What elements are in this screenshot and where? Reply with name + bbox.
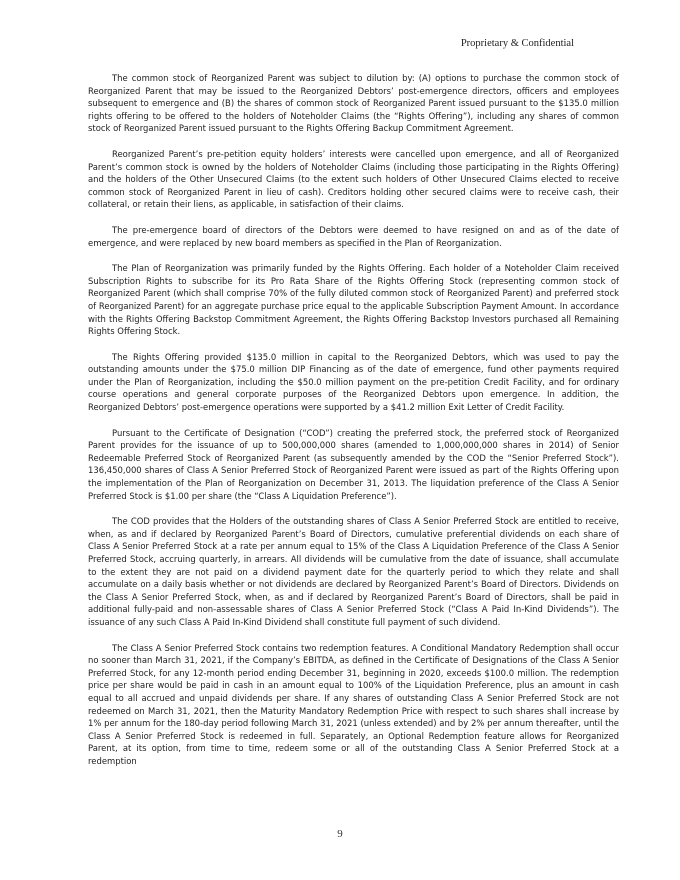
paragraph-equity-cancellation: Reorganized Parent’s pre-petition equity holders’ interests were cancelled upon emergence, and all of Reorganized Parent’s common stock is owned by the holders of Noteholder Claims (including those participating in the Rights Offering) and the holders of the Other Unsecured Claims (to the extent such holders of Other Unsecured Claims elected to receive common stock of Reorganized Parent in lieu of cash). Creditors holding other secured claims were to receive cash, their collateral, or retain their liens, as applicable, in satisfaction of their claims. bbox=[88, 148, 619, 210]
paragraph-rights-offering-capital: The Rights Offering provided $135.0 million in capital to the Reorganized Debtors, which was used to pay the outstanding amounts under the $75.0 million DIP Financing as of the date of emergence, fund other payments required under the Plan of Reorganization, including the $50.0 million payment on the pre-petition Credit Facility, and for ordinary course operations and general corporate purposes of the Reorganized Debtors upon emergence. In addition, the Reorganized Debtors’ post-emergence operations were supported by a $41.2 million Exit Letter of Credit Facility. bbox=[88, 351, 619, 413]
paragraph-dividends: The COD provides that the Holders of the outstanding shares of Class A Senior Preferred Stock are entitled to receive, when, as and if declared by Reorganized Parent’s Board of Directors, cumulative preferential dividends on each share of Class A Senior Preferred Stock at a rate per annum equal to 15% of the Class A Liquidation Preference of the Class A Senior Preferred Stock, accruing quarterly, in arrears. All dividends will be cumulative from the date of issuance, shall accumulate to the extent they are not paid on a dividend payment date for the quarterly period to which they relate and shall accumulate on a daily basis whether or not dividends are declared by Reorganized Parent’s Board of Directors. Dividends on the Class A Senior Preferred Stock, when, as and if declared by Reorganized Parent’s Board of Directors, shall be paid in additional fully-paid and non-assessable shares of Class A Senior Preferred Stock (“Class A Paid In-Kind Dividends”). The issuance of any such Class A Paid In-Kind Dividend shall constitute full payment of such dividend. bbox=[88, 516, 619, 627]
paragraph-dilution: The common stock of Reorganized Parent was subject to dilution by: (A) options to purchase the common stock of Reorganized Parent that may be issued to the Reorganized Debtors’ post-emergence directors, officers and employees subsequent to emergence and (B) the shares of common stock of Reorganized Parent issued pursuant to the $135.0 million rights offering to be offered to the holders of Noteholder Claims (the “Rights Offering”), including any shares of common stock of Reorganized Parent issued pursuant to the Rights Offering Backup Commitment Agreement. bbox=[88, 73, 619, 134]
paragraph-redemption-features: The Class A Senior Preferred Stock contains two redemption features. A Conditional Mandatory Redemption shall occur no sooner than March 31, 2021, if the Company’s EBITDA, as defined in the Certificate of Designations of the Class A Senior Preferred Stock, for any 12-month period ending December 31, beginning in 2020, exceeds $100.0 million. The redemption price per share would be paid in cash in an amount equal to 100% of the Liquidation Preference, plus an amount in cash equal to all accrued and unpaid dividends per share. If any shares of outstanding Class A Senior Preferred Stock are not redeemed on March 31, 2021, then the Maturity Mandatory Redemption Price with respect to such shares shall increase by 1% per annum for the 180-day period following March 31, 2021 (unless extended) and by 2% per annum thereafter, until the Class A Senior Preferred Stock is redeemed in full. Separately, an Optional Redemption feature allows for Reorganized Parent, at its option, from time to time, redeem some or all of the outstanding Class A Senior Preferred Stock at a redemption bbox=[88, 642, 619, 766]
page-number: 9 bbox=[337, 828, 343, 840]
paragraph-certificate-of-designation: Pursuant to the Certificate of Designation (“COD”) creating the preferred stock, the preferred stock of Reorganized Parent provides for the issuance of up to 500,000,000 shares (amended to 1,000,000,000 shares in 2014) of Senior Redeemable Preferred Stock of Reorganized Parent (as subsequently amended by the COD the “Senior Preferred Stock”). 136,450,000 shares of Class A Senior Preferred Stock of Reorganized Parent were issued as part of the Rights Offering upon the implementation of the Plan of Reorganization on December 31, 2013. The liquidation preference of the Class A Senior Preferred Stock is $1.00 per share (the “Class A Liquidation Preference”). bbox=[88, 427, 619, 501]
document-body bbox=[88, 72, 619, 781]
paragraph-board-resignation: The pre-emergence board of directors of the Debtors were deemed to have resigned on and as of the date of emergence, and were replaced by new board members as specified in the Plan of Reorganization. bbox=[88, 224, 619, 248]
confidentiality-header: Proprietary & Confidential bbox=[460, 38, 574, 49]
paragraph-rights-offering-funding: The Plan of Reorganization was primarily funded by the Rights Offering. Each holder of a Noteholder Claim received Subscription Rights to subscribe for its Pro Rata Share of the Rights Offering Stock (representing common stock of Reorganized Parent (which shall comprise 70% of the fully diluted common stock of Reorganized Parent) and preferred stock of Reorganized Parent) for an aggregate purchase price equal to the applicable Subscription Payment Amount. In accordance with the Rights Offering Backstop Commitment Agreement, the Rights Offering Backstop Investors purchased all Remaining Rights Offering Stock. bbox=[88, 263, 619, 337]
